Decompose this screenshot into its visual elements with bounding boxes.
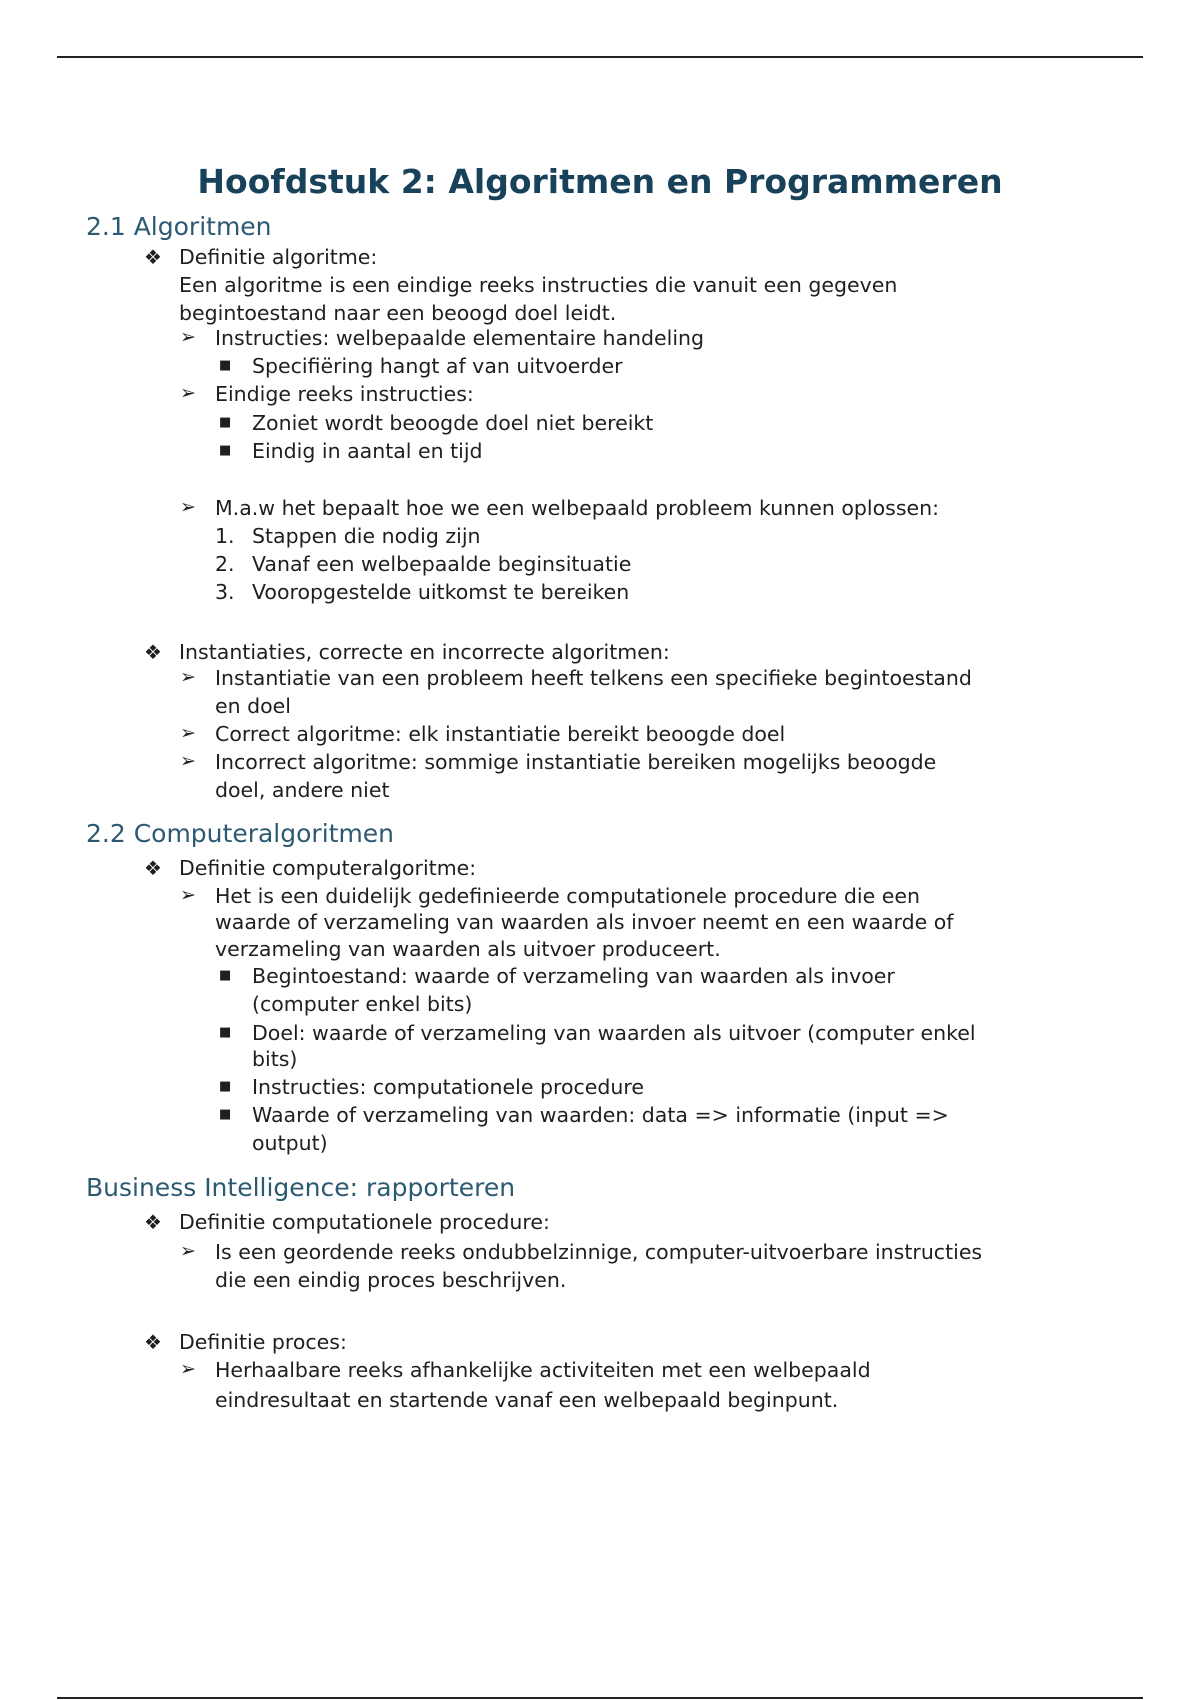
arrow-bullet-icon: ➢ <box>180 884 196 906</box>
section-heading-algoritmen: 2.1 Algoritmen <box>86 212 272 241</box>
list-item: bits) <box>252 1047 298 1071</box>
list-item: Vanaf een welbepaalde beginsituatie <box>252 552 632 576</box>
diamond-bullet-icon: ❖ <box>144 640 162 664</box>
list-item: verzameling van waarden als uitvoer produceert. <box>215 937 721 961</box>
list-item: output) <box>252 1131 328 1155</box>
list-number: 1. <box>215 524 235 548</box>
list-item: Is een geordende reeks ondubbelzinnige, computer-uitvoerbare instructies <box>215 1240 983 1264</box>
section-heading-business-intelligence: Business Intelligence: rapporteren <box>86 1173 516 1202</box>
square-bullet-icon: ■ <box>219 968 232 983</box>
definition-text: begintoestand naar een beoogd doel leidt. <box>179 301 617 325</box>
list-item: Vooropgestelde uitkomst te bereiken <box>252 580 630 604</box>
section-heading-computeralgoritmen: 2.2 Computeralgoritmen <box>86 819 395 848</box>
arrow-bullet-icon: ➢ <box>180 382 196 404</box>
definition-label: Definitie computeralgoritme: <box>179 856 477 880</box>
arrow-bullet-icon: ➢ <box>180 496 196 518</box>
definition-label: Definitie proces: <box>179 1330 347 1354</box>
list-item: Instructies: computationele procedure <box>252 1075 645 1099</box>
definition-label: Instantiaties, correcte en incorrecte algoritmen: <box>179 640 670 664</box>
list-item: Incorrect algoritme: sommige instantiatie bereiken mogelijks beoogde <box>215 750 937 774</box>
arrow-bullet-icon: ➢ <box>180 1358 196 1380</box>
list-item: Correct algoritme: elk instantiatie bereikt beoogde doel <box>215 722 786 746</box>
footer-rule <box>57 1697 1143 1699</box>
list-item: Instantiatie van een probleem heeft telkens een specifieke begintoestand <box>215 666 972 690</box>
square-bullet-icon: ■ <box>219 415 232 430</box>
diamond-bullet-icon: ❖ <box>144 1210 162 1234</box>
square-bullet-icon: ■ <box>219 358 232 373</box>
list-item: Eindig in aantal en tijd <box>252 439 483 463</box>
header-rule <box>57 56 1143 58</box>
list-number: 3. <box>215 580 235 604</box>
diamond-bullet-icon: ❖ <box>144 1330 162 1354</box>
list-item: Waarde of verzameling van waarden: data => informatie (input => <box>252 1103 949 1127</box>
list-item: doel, andere niet <box>215 778 390 802</box>
definition-label: Definitie computationele procedure: <box>179 1210 550 1234</box>
square-bullet-icon: ■ <box>219 1025 232 1040</box>
square-bullet-icon: ■ <box>219 1079 232 1094</box>
list-item: (computer enkel bits) <box>252 992 473 1016</box>
list-item: Doel: waarde of verzameling van waarden als uitvoer (computer enkel <box>252 1021 976 1045</box>
list-item: en doel <box>215 694 291 718</box>
square-bullet-icon: ■ <box>219 443 232 458</box>
diamond-bullet-icon: ❖ <box>144 856 162 880</box>
list-item: Herhaalbare reeks afhankelijke activiteiten met een welbepaald <box>215 1358 871 1382</box>
arrow-bullet-icon: ➢ <box>180 750 196 772</box>
list-item: Specifiëring hangt af van uitvoerder <box>252 354 623 378</box>
list-item: Stappen die nodig zijn <box>252 524 481 548</box>
list-item: Eindige reeks instructies: <box>215 382 474 406</box>
arrow-bullet-icon: ➢ <box>180 666 196 688</box>
page-title: Hoofdstuk 2: Algoritmen en Programmeren <box>197 162 1003 201</box>
square-bullet-icon: ■ <box>219 1107 232 1122</box>
definition-label: Definitie algoritme: <box>179 245 378 269</box>
list-item: Begintoestand: waarde of verzameling van waarden als invoer <box>252 964 895 988</box>
list-item: waarde of verzameling van waarden als invoer neemt en een waarde of <box>215 910 954 934</box>
list-item: eindresultaat en startende vanaf een welbepaald beginpunt. <box>215 1388 839 1412</box>
definition-text: Een algoritme is een eindige reeks instructies die vanuit een gegeven <box>179 273 898 297</box>
list-item: die een eindig proces beschrijven. <box>215 1268 567 1292</box>
diamond-bullet-icon: ❖ <box>144 245 162 269</box>
arrow-bullet-icon: ➢ <box>180 722 196 744</box>
list-number: 2. <box>215 552 235 576</box>
list-item: Het is een duidelijk gedefinieerde computationele procedure die een <box>215 884 920 908</box>
list-item: M.a.w het bepaalt hoe we een welbepaald probleem kunnen oplossen: <box>215 496 940 520</box>
arrow-bullet-icon: ➢ <box>180 326 196 348</box>
list-item: Zoniet wordt beoogde doel niet bereikt <box>252 411 654 435</box>
list-item: Instructies: welbepaalde elementaire handeling <box>215 326 705 350</box>
arrow-bullet-icon: ➢ <box>180 1240 196 1262</box>
